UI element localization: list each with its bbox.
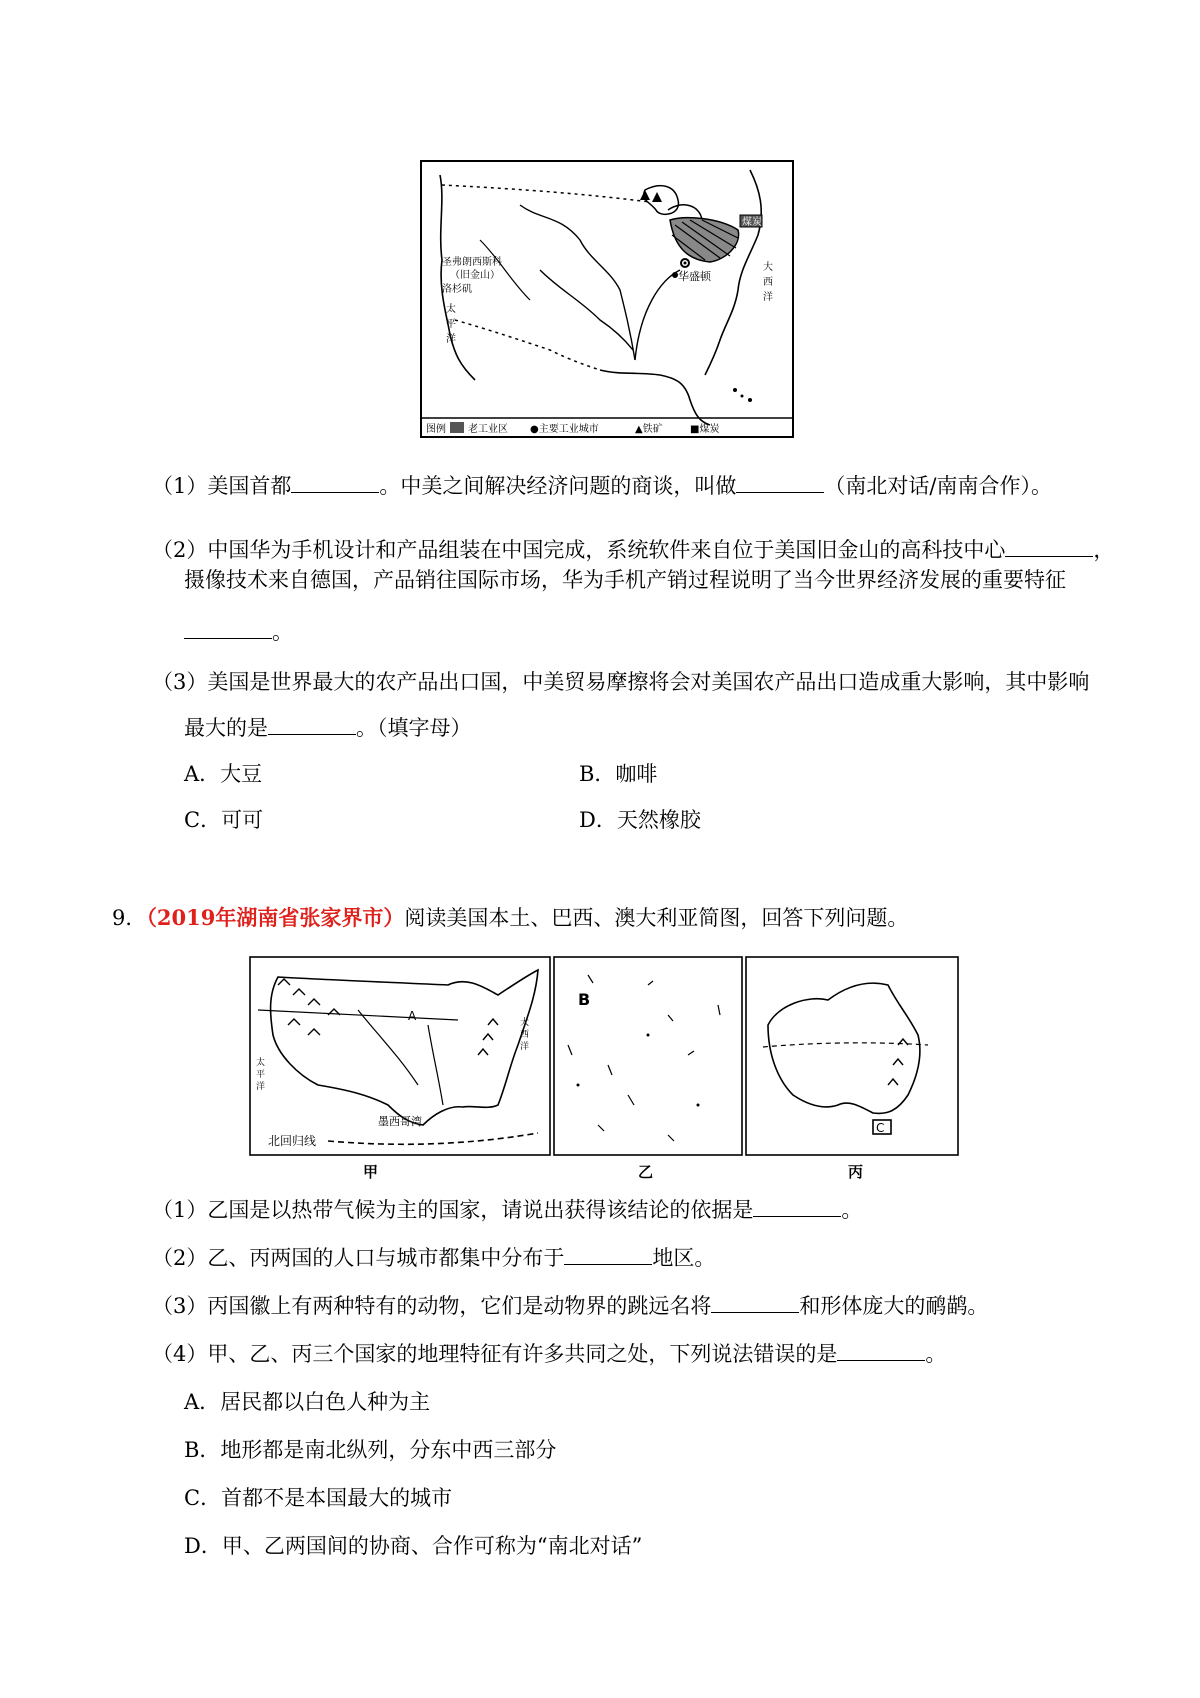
jia-atlantic: 大 (520, 1018, 530, 1028)
answer-blank (564, 1244, 652, 1265)
three-country-map (248, 955, 962, 1185)
coal-label: 煤炭 (742, 217, 762, 228)
answer-blank (736, 472, 824, 493)
la-label: 洛杉矶 (442, 284, 472, 295)
q8-part2-line1: （2）中国华为手机设计和产品组装在中国完成，系统软件来自位于美国旧金山的高科技中心 ， (152, 538, 1115, 562)
jia-pacific: 太 (256, 1058, 266, 1068)
point-a-label: A (408, 1009, 417, 1023)
q9-part3: （3）丙国徽上有两种特有的动物，它们是动物界的跳远名将 和形体庞大的鸸鹋。 (152, 1294, 989, 1318)
gulf-label: 墨西哥湾 (378, 1115, 422, 1128)
svg-text:洋: 洋 (446, 334, 456, 345)
legend-item: ▲铁矿 (635, 424, 663, 435)
q9-part4: （4）甲、乙、丙三个国家的地理特征有许多共同之处，下列说法错误的是 。 (152, 1342, 947, 1366)
q9-part2: （2）乙、丙两国的人口与城市都集中分布于 地区。 (152, 1246, 716, 1270)
svg-text:西: 西 (763, 277, 773, 288)
q9-part1: （1）乙国是以热带气候为主的国家，请说出获得该结论的依据是 。 (152, 1198, 863, 1222)
usa-industry-map (420, 160, 794, 438)
answer-blank (837, 1340, 925, 1361)
tropic-label: 北回归线 (268, 1134, 317, 1148)
svg-text:洋: 洋 (763, 292, 773, 303)
q9-option-a: A．居民都以白色人种为主 (184, 1390, 431, 1414)
q8-part2-line2: 摄像技术来自德国，产品销往国际市场，华为手机产销过程说明了当今世界经济发展的重要特征 (184, 568, 1066, 592)
sf-label-2: （旧金山） (450, 270, 500, 281)
point-b-label: B (578, 990, 591, 1009)
panel-label-jia: 甲 (363, 1163, 379, 1181)
answer-blank (291, 472, 379, 493)
q9-option-b: B．地形都是南北纵列，分东中西三部分 (184, 1438, 557, 1462)
answer-blank (268, 714, 356, 735)
q8-option-a: A．大豆 (184, 762, 263, 786)
svg-text:平: 平 (446, 319, 456, 330)
panel-label-yi: 乙 (638, 1163, 654, 1181)
answer-blank (711, 1292, 799, 1313)
q8-option-c: C．可可 (184, 808, 264, 832)
answer-blank (1005, 536, 1093, 557)
atlantic-label: 大 (763, 262, 773, 273)
svg-text:西: 西 (520, 1030, 530, 1040)
q8-part3-line1: （3）美国是世界最大的农产品出口国，中美贸易摩擦将会对美国农产品出口造成重大影响，其中影响 (152, 670, 1090, 694)
point-c-label: C (876, 1121, 885, 1135)
svg-text:洋: 洋 (256, 1082, 266, 1092)
q9-option-c: C．首都不是本国最大的城市 (184, 1486, 453, 1510)
q9-option-d: D．甲、乙两国间的协商、合作可称为“南北对话” (184, 1534, 643, 1558)
legend-prefix: 图例 (426, 424, 446, 435)
q8-option-d: D．天然橡胶 (579, 808, 701, 832)
svg-text:洋: 洋 (520, 1042, 530, 1052)
pacific-label: 太 (446, 304, 456, 315)
washington-label: 华盛顿 (678, 270, 711, 283)
legend-item: ■煤炭 (690, 424, 720, 435)
legend-item: 老工业区 (468, 424, 508, 435)
q8-part3-line2: 最大的是 。（填字母） (184, 716, 472, 740)
panel-label-bing: 丙 (848, 1163, 864, 1181)
q9-stem: 9．（2019年湖南省张家界市）阅读美国本土、巴西、澳大利亚简图，回答下列问题。 (112, 905, 909, 930)
sf-label: 圣弗朗西斯科 (442, 257, 502, 268)
q8-option-b: B．咖啡 (579, 762, 658, 786)
answer-blank (753, 1196, 841, 1217)
legend-item: ●主要工业城市 (530, 424, 599, 435)
svg-text:平: 平 (256, 1070, 266, 1080)
q8-part1: （1）美国首都 。中美之间解决经济问题的商谈，叫做 （南北对话/南南合作）。 (152, 474, 1052, 498)
question-number: 9． (112, 906, 147, 930)
q8-part2-line3: 。 (184, 618, 293, 646)
question-source: （2019年湖南省张家界市） (146, 905, 405, 930)
answer-blank (184, 618, 272, 639)
